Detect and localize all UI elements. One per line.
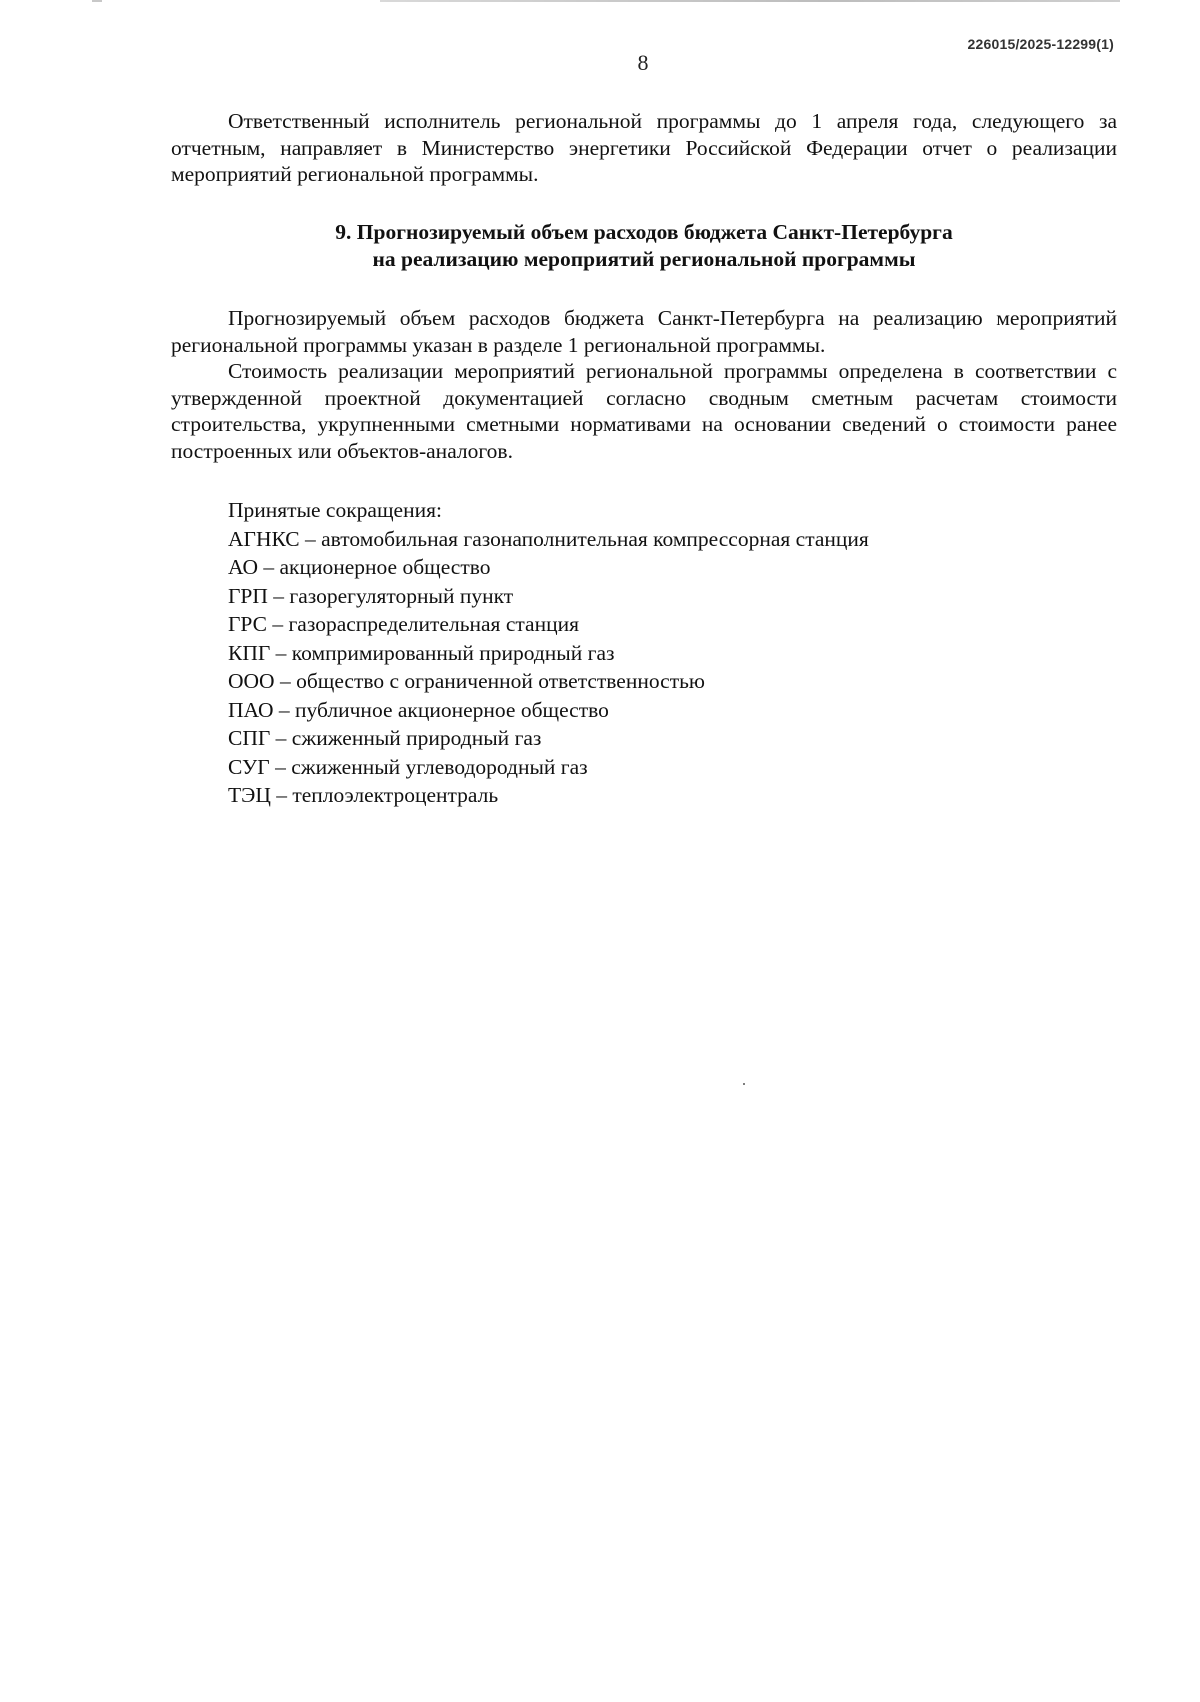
section-heading — [171, 219, 1117, 272]
abbreviation-item: ТЭЦ – теплоэлектроцентраль — [228, 783, 499, 807]
abbreviation-item: АО – акционерное общество — [228, 555, 491, 579]
abbreviation-item: СУГ – сжиженный углеводородный газ — [228, 754, 588, 779]
section-heading-line-1: 9. Прогнозируемый объем расходов бюджета Санкт-Петербурга — [335, 220, 953, 244]
scan-speck — [743, 1083, 745, 1085]
registration-number: 226015/2025-12299(1) — [967, 36, 1114, 52]
abbreviation-item: ПАО – публичное акционерное общество — [228, 697, 609, 722]
abbreviations-section — [228, 496, 1108, 810]
section-heading-line-2: на реализацию мероприятий региональной программы — [372, 246, 916, 271]
abbreviation-item: ГРП – газорегуляторный пункт — [228, 583, 514, 608]
scan-artifact-line — [380, 0, 1120, 2]
abbreviation-item: КПГ – компримированный природный газ — [228, 640, 615, 665]
scan-artifact-tick — [92, 0, 102, 2]
abbreviation-item: АГНКС – автомобильная газонаполнительная компрессорная станция — [228, 526, 869, 551]
abbreviation-item: СПГ – сжиженный природный газ — [228, 726, 542, 750]
abbreviations-list — [228, 525, 1108, 810]
paragraph-cost-basis: Стоимость реализации мероприятий региональной программы определена в соответствии с утвержденной проектной документацией согласно сводным сметным расчетам стоимости строительства, укрупненными сметными нормативами на основании сведений о стоимости ранее построенных или объектов-аналогов. — [171, 359, 1117, 463]
abbreviations-title: Принятые сокращения: — [228, 498, 442, 522]
paragraph-budget-volume: Прогнозируемый объем расходов бюджета Санкт-Петербурга на реализацию мероприятий региональной программы указан в разделе 1 региональной программы. — [171, 306, 1117, 357]
paragraph-report-deadline: Ответственный исполнитель региональной программы до 1 апреля года, следующего за отчетным, направляет в Министерство энергетики Российской Федерации отчет о реализации мероприятий региональной программы. — [171, 109, 1117, 186]
page-number: 8 — [637, 50, 649, 75]
abbreviation-item: ООО – общество с ограниченной ответственностью — [228, 669, 705, 693]
abbreviation-item: ГРС – газораспределительная станция — [228, 612, 579, 636]
